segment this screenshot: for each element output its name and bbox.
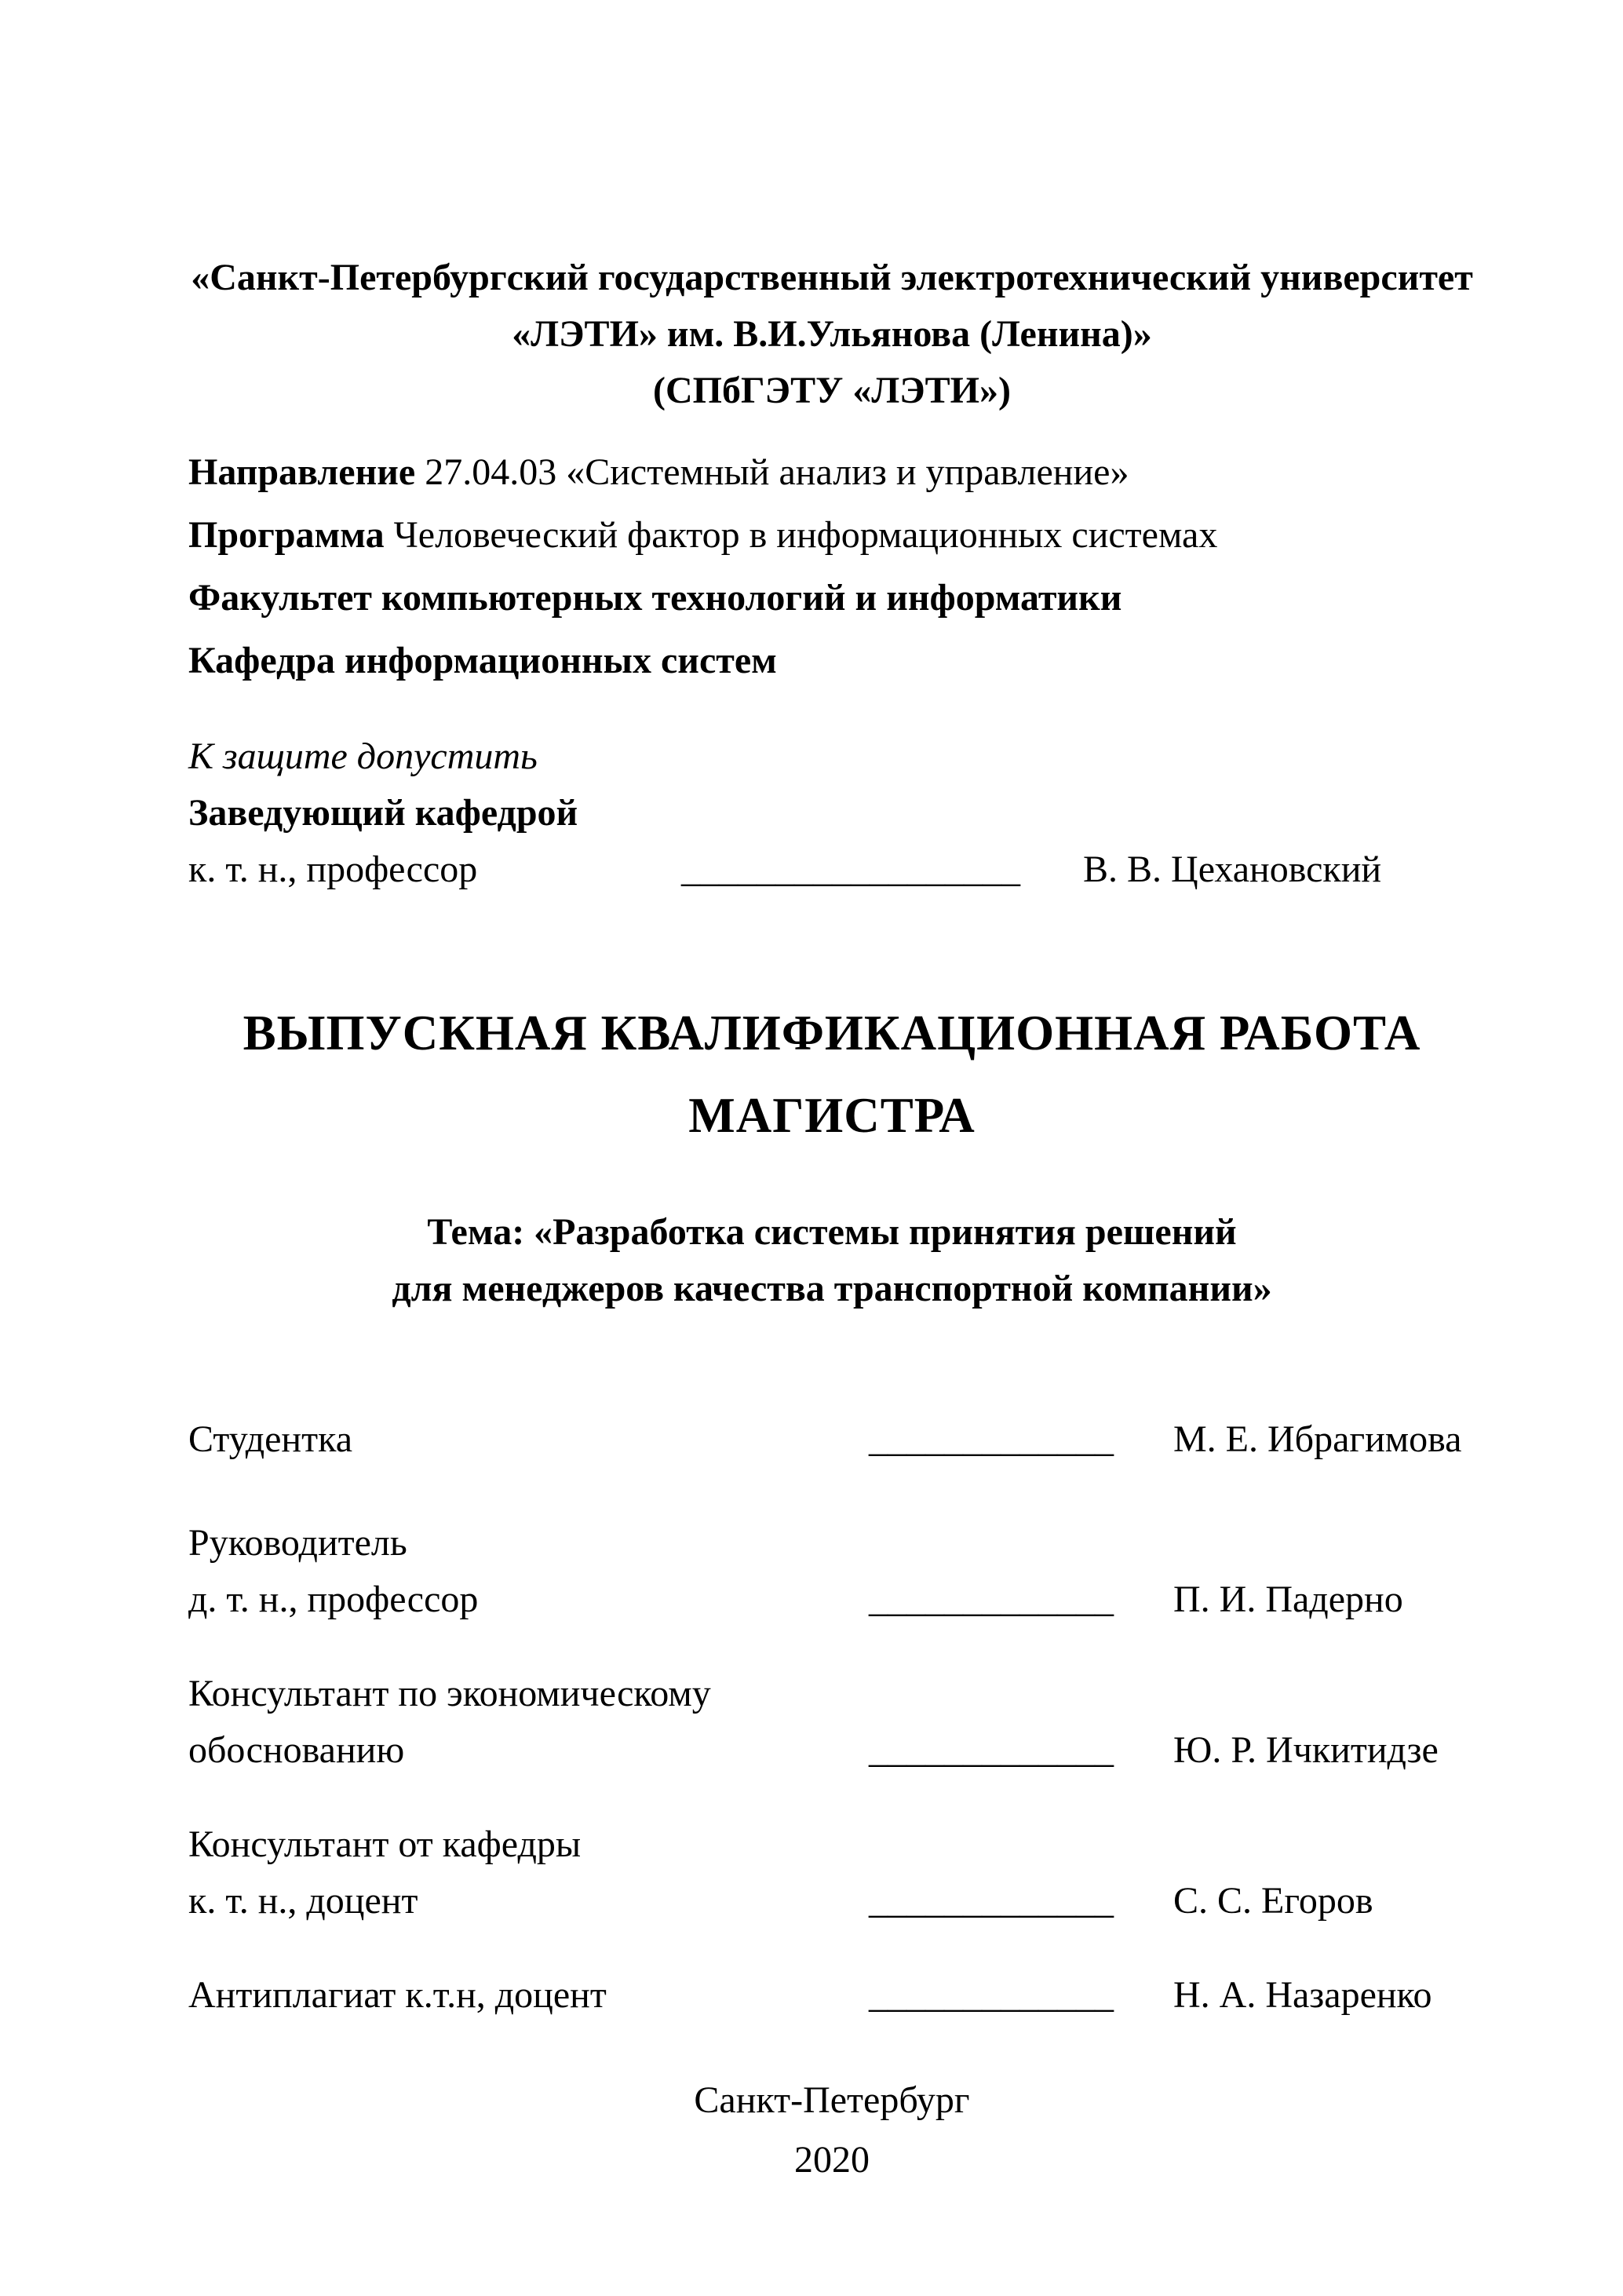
student-role: Студентка [188, 1418, 352, 1460]
department-row [188, 630, 1475, 692]
topic-line-1: Тема: «Разработка системы принятия решений [427, 1211, 1237, 1253]
supervisor-role: Руководитель [188, 1522, 407, 1564]
direction-label: Направление [188, 451, 416, 493]
supervisor-name: П. И. Падерно [1173, 1579, 1403, 1620]
faculty-row [188, 567, 1475, 630]
head-degree: к. т. н., профессор [188, 849, 478, 890]
footer-city: Санкт-Петербург [694, 2079, 970, 2121]
economic-consultant-signature-row [188, 1722, 1475, 1779]
department-value: информационных систем [335, 640, 777, 681]
head-name: В. В. Цехановский [1083, 849, 1382, 890]
university-name-line-2: «ЛЭТИ» им. В.И.Ульянова (Ленина)» [512, 313, 1152, 355]
program-label: Программа [188, 514, 385, 556]
direction-row [188, 441, 1475, 504]
thesis-title-line-1: ВЫПУСКНАЯ КВАЛИФИКАЦИОННАЯ РАБОТА [243, 1006, 1421, 1060]
head-signature-line: __________________ [681, 849, 1020, 890]
university-name-line-1: «Санкт-Петербургский государственный электротехнический университет [191, 257, 1473, 298]
supervisor-signature-line: _____________ [869, 1579, 1114, 1620]
program-info [188, 441, 1475, 692]
student-signature-line: _____________ [869, 1418, 1114, 1460]
economic-consultant-signature-line: _____________ [869, 1729, 1114, 1771]
faculty-label: Факультет [188, 577, 372, 619]
university-header [188, 250, 1475, 419]
department-consultant-signature-line: _____________ [869, 1880, 1114, 1922]
head-signature-row [188, 841, 1475, 898]
signatures-section [188, 1411, 1475, 2024]
antiplagiarism-name: Н. А. Назаренко [1173, 1974, 1432, 2016]
supervisor-signature-block [188, 1515, 1475, 1628]
footer-year: 2020 [794, 2139, 870, 2181]
department-consultant-degree: к. т. н., доцент [188, 1880, 418, 1922]
supervisor-degree: д. т. н., профессор [188, 1579, 479, 1620]
economic-consultant-role-cont: обоснованию [188, 1729, 405, 1771]
economic-consultant-signature-block [188, 1666, 1475, 1779]
thesis-title-line-2: МАГИСТРА [688, 1088, 976, 1143]
supervisor-signature-row [188, 1571, 1475, 1628]
antiplagiarism-signature-line: _____________ [869, 1974, 1114, 2016]
admit-note: К защите допустить [188, 736, 538, 777]
antiplagiarism-signature-block [188, 1967, 1475, 2024]
approval-block [188, 728, 1475, 898]
student-signature-row [188, 1411, 1475, 1468]
antiplagiarism-role: Антиплагиат к.т.н, доцент [188, 1974, 607, 2016]
student-name: М. Е. Ибрагимова [1173, 1418, 1462, 1460]
program-value: Человеческий фактор в информационных системах [384, 514, 1218, 556]
department-consultant-name: С. С. Егоров [1173, 1880, 1373, 1922]
head-of-department-role: Заведующий кафедрой [188, 792, 578, 834]
program-row [188, 504, 1475, 567]
department-label: Кафедра [188, 640, 336, 681]
footer [188, 2071, 1475, 2190]
topic-line-2: для менеджеров качества транспортной компании» [392, 1268, 1272, 1309]
faculty-value: компьютерных технологий и информатики [371, 577, 1122, 619]
economic-consultant-name: Ю. Р. Ичкитидзе [1173, 1729, 1439, 1771]
department-consultant-signature-block [188, 1816, 1475, 1929]
thesis-topic [188, 1204, 1475, 1317]
economic-consultant-role: Консультант по экономическому [188, 1673, 711, 1714]
thesis-title [188, 992, 1475, 1157]
department-consultant-role: Консультант от кафедры [188, 1823, 582, 1865]
department-consultant-signature-row [188, 1873, 1475, 1929]
direction-value: 27.04.03 «Системный анализ и управление» [415, 451, 1129, 493]
student-signature-block [188, 1411, 1475, 1468]
antiplagiarism-signature-row [188, 1967, 1475, 2024]
university-name-line-3: (СПбГЭТУ «ЛЭТИ») [653, 370, 1011, 411]
